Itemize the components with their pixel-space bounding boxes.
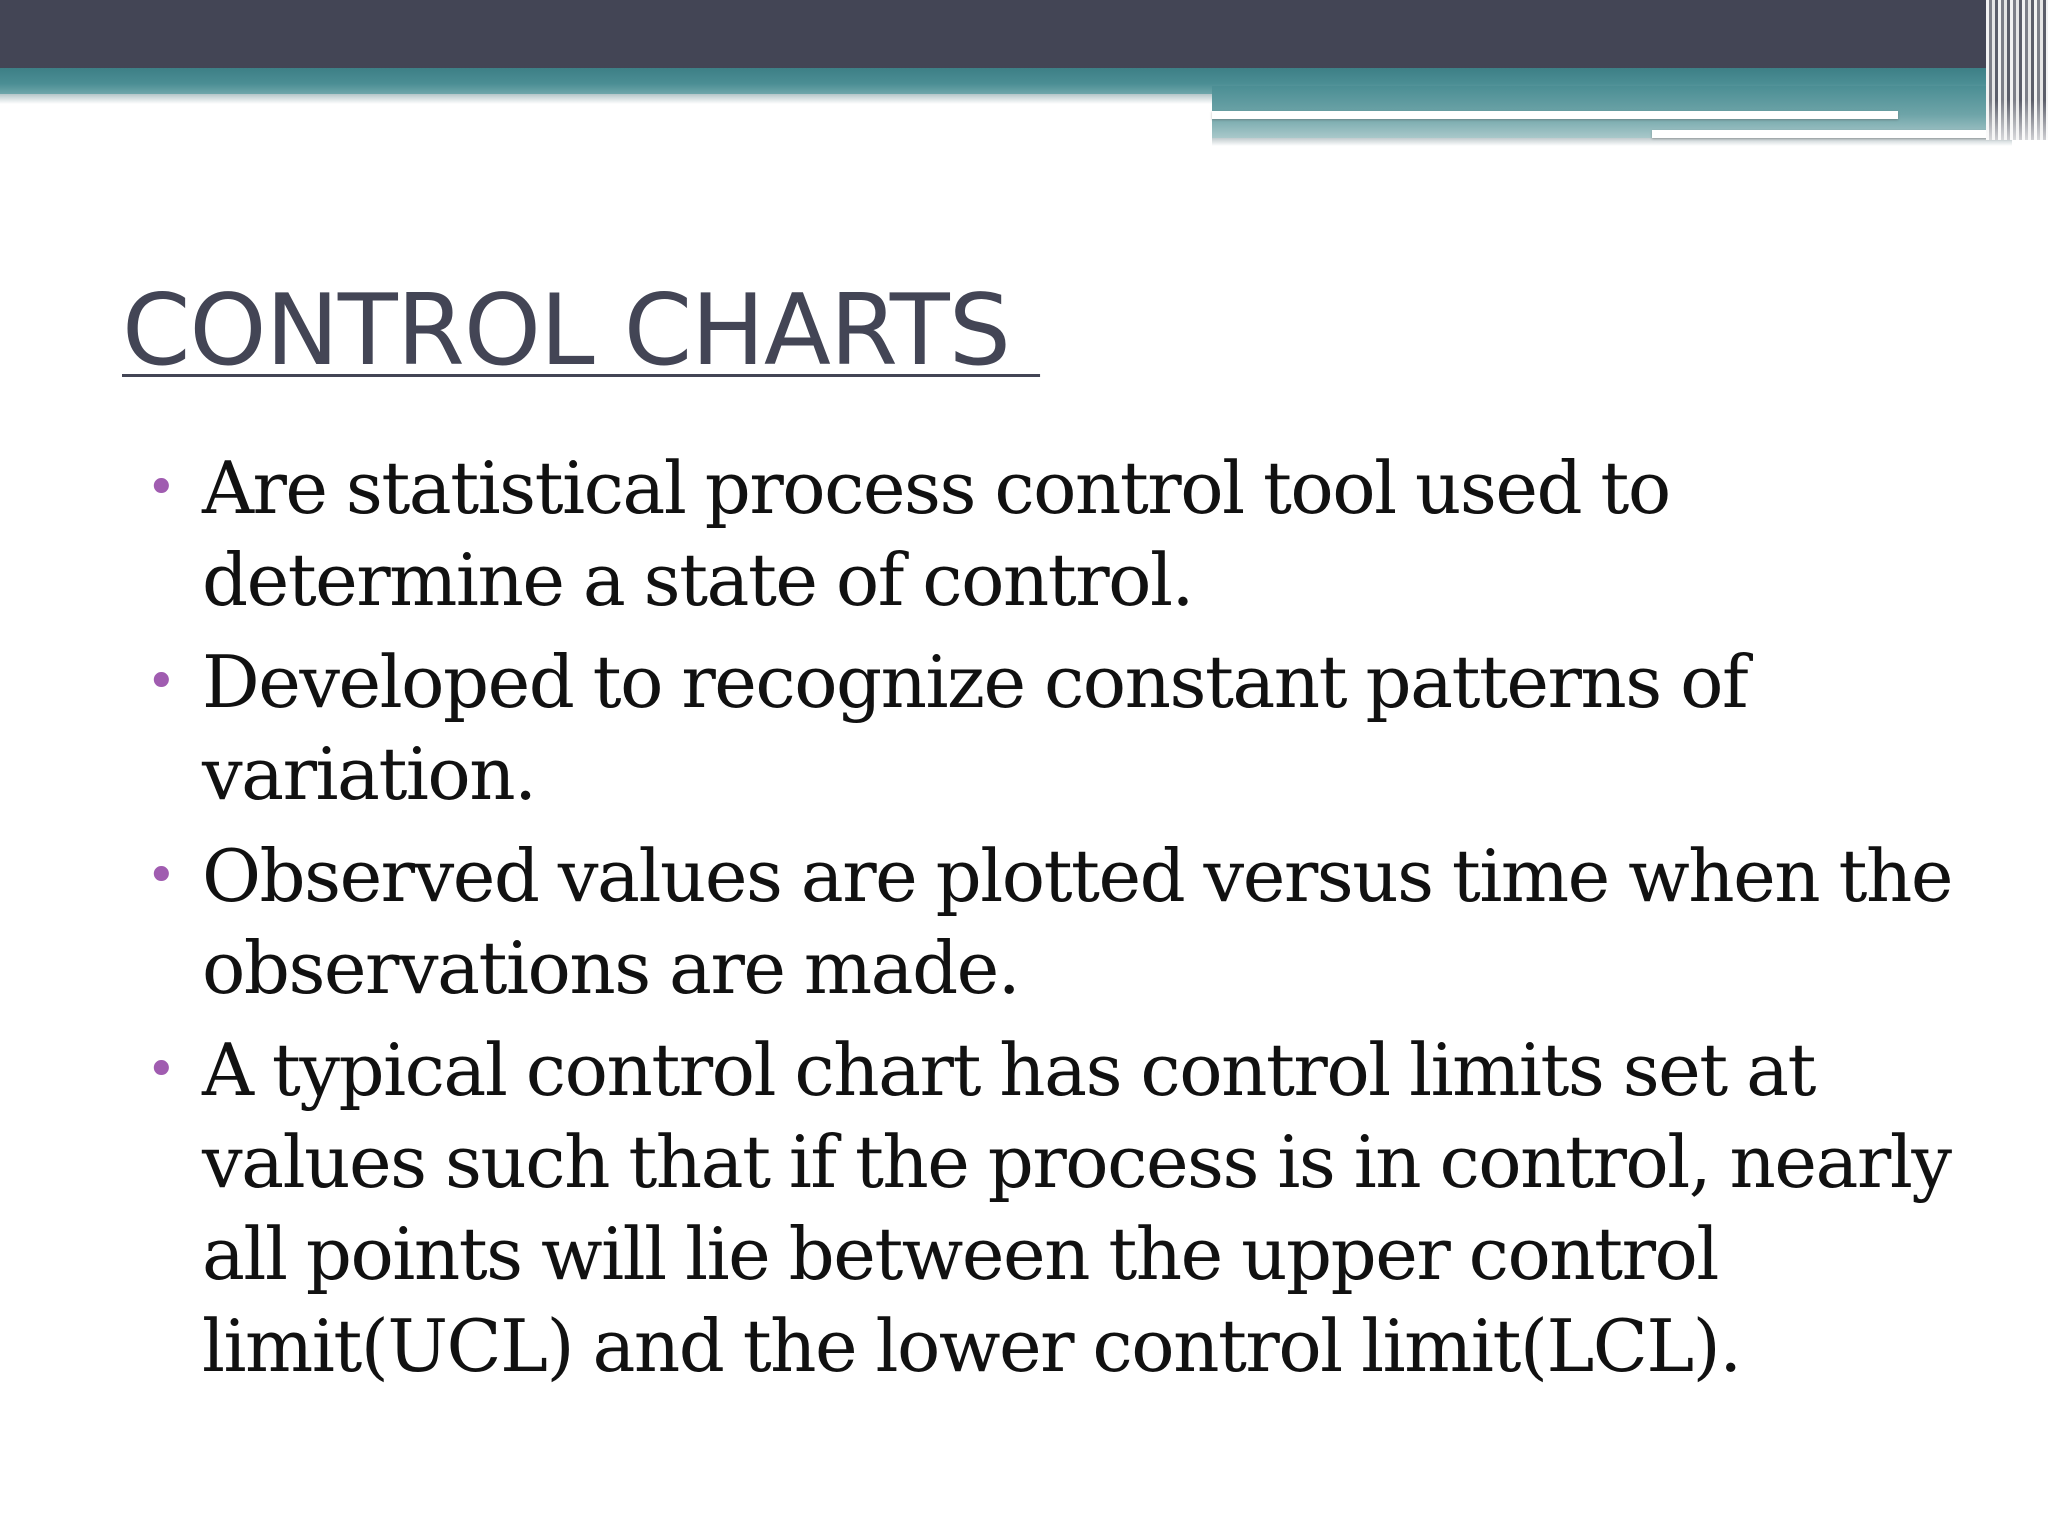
- header-band-extension-shadow: [1212, 138, 2012, 146]
- bullet-item-3: [146, 830, 2006, 1014]
- header-band-dark: [0, 0, 2048, 70]
- header-band-shadow: [0, 94, 1212, 104]
- bullet-marker-icon: •: [146, 1040, 176, 1100]
- bullet-list: [146, 442, 2006, 1402]
- bullet-text-2: Developed to recognize constant patterns of variation.: [202, 640, 1748, 816]
- bullet-item-1: [146, 442, 2006, 626]
- header-vertical-stripes-fade: [1986, 100, 2048, 140]
- bullet-marker-icon: •: [146, 846, 176, 906]
- slide-title: CONTROL CHARTS: [122, 274, 1041, 388]
- bullet-marker-icon: •: [146, 652, 176, 712]
- bullet-text-1: Are statistical process control tool used to determine a state of control.: [202, 446, 1670, 622]
- header-accent-line-1: [1212, 111, 1898, 119]
- bullet-text-4: A typical control chart has control limits set at values such that if the process is in control, nearly all points will lie between the upper control limit(UCL) and the lower control limit(LCL).: [202, 1028, 1951, 1388]
- bullet-item-4: [146, 1024, 2006, 1392]
- bullet-text-3: Observed values are plotted versus time when the observations are made.: [202, 834, 1952, 1010]
- header-accent-line-2: [1652, 130, 2012, 138]
- bullet-marker-icon: •: [146, 458, 176, 518]
- bullet-item-2: [146, 636, 2006, 820]
